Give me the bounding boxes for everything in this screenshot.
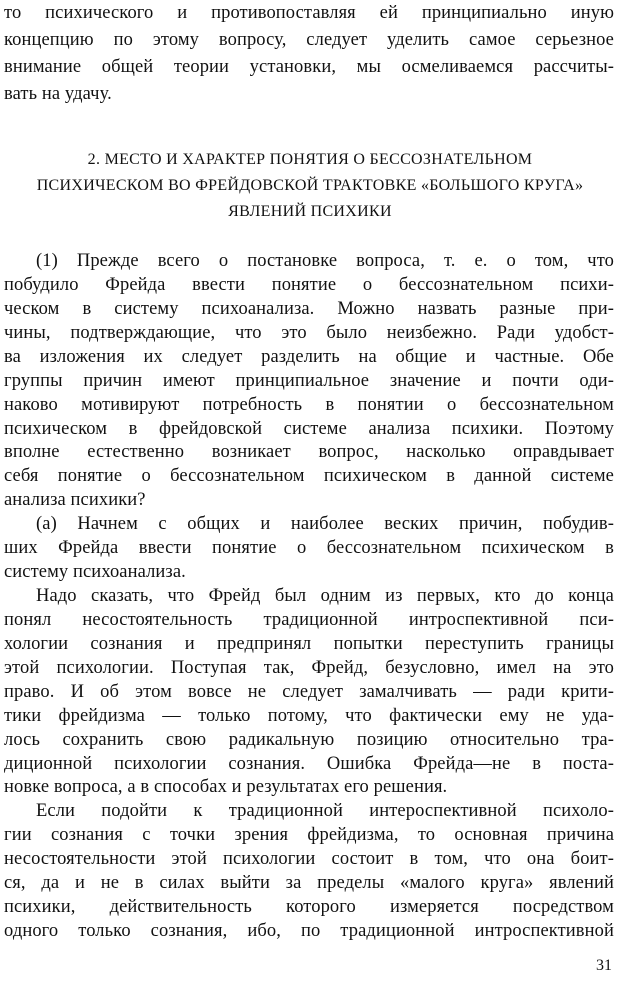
text-line: систему психоанализа. xyxy=(4,562,186,583)
text-line: анализа психики? xyxy=(4,490,146,511)
text-line: (1) Прежде всего о постановке вопроса, т. е. о том, что xyxy=(36,251,614,271)
text-line: то психического и противопоставляя ей принципиально иную xyxy=(4,3,614,23)
text-line: группы причин имеют принципиальное значение и почти оди- xyxy=(4,370,614,391)
text-line: концепцию по этому вопросу, следует уделить самое серьезное xyxy=(4,30,614,50)
text-line: себя понятие о бессознательном психическом в данной системе xyxy=(4,466,614,487)
text-line: (а) Начнем с общих и наиболее веских причин, побудив- xyxy=(36,514,614,535)
text-line: право. И об этом вовсе не следует замалчивать — ради крити- xyxy=(4,681,614,702)
text-line: тики фрейдизма — только потому, что фактически ему не уда- xyxy=(4,705,614,726)
heading-line: 2. МЕСТО И ХАРАКТЕР ПОНЯТИЯ О БЕССОЗНАТЕЛЬНОМ xyxy=(87,151,533,168)
text-line: внимание общей теории установки, мы осмеливаемся рассчиты- xyxy=(4,57,614,77)
text-line: вполне естественно возникает вопрос, насколько оправдывает xyxy=(4,442,614,463)
text-line: Надо сказать, что Фрейд был одним из первых, кто до конца xyxy=(36,586,614,606)
text-line: понял несостоятельность традиционной интроспективной пси- xyxy=(4,609,614,630)
heading-line: ЯВЛЕНИЙ ПСИХИКИ xyxy=(228,203,392,220)
page-number: 31 xyxy=(596,957,612,974)
text-line: гии сознания с точки зрения фрейдизма, то основная причина xyxy=(4,825,614,846)
text-line: этой психологии. Поступая так, Фрейд, безусловно, имел на это xyxy=(4,657,614,678)
text-line: Если подойти к традиционной интероспективной психоло- xyxy=(36,801,614,822)
text-line: лось сохранить свою радикальную позицию относительно тра- xyxy=(4,729,614,750)
text-line: новке вопроса, а в способах и результатах его решения. xyxy=(4,777,448,798)
text-line: вать на удачу. xyxy=(4,84,112,104)
text-line: ших Фрейда ввести понятие о бессознательном психическом в xyxy=(4,538,614,559)
text-line: диционной психологии сознания. Ошибка Фрейда—не в поста- xyxy=(4,753,614,774)
text-line: одного только сознания, ибо, по традиционной интроспективной xyxy=(4,921,614,941)
text-line: несостоятельности этой психологии состоит в том, что она боит- xyxy=(4,849,614,870)
text-line: чины, подтверждающие, что это было неизбежно. Ради удобст- xyxy=(4,322,614,343)
text-line: наково мотивируют потребность в понятии о бессознательном xyxy=(4,394,614,415)
text-line: побудило Фрейда ввести понятие о бессознательном психи- xyxy=(4,274,614,295)
text-line: ва изложения их следует разделить на общие и частные. Обе xyxy=(4,346,614,367)
text-line: психики, действительность которого измеряется посредством xyxy=(4,897,614,918)
text-line: психическом в фрейдовской системе анализа психики. Поэтому xyxy=(4,418,614,439)
text-line: ческом в систему психоанализа. Можно назвать разные при- xyxy=(4,298,614,319)
heading-line: ПСИХИЧЕСКОМ ВО ФРЕЙДОВСКОЙ ТРАКТОВКЕ «БОЛЬШОГО КРУГА» xyxy=(36,177,584,194)
text-line: хологии сознания и предпринял попытки переступить границы xyxy=(4,633,614,654)
text-line: ся, да и не в силах выйти за пределы «малого круга» явлений xyxy=(4,873,614,894)
